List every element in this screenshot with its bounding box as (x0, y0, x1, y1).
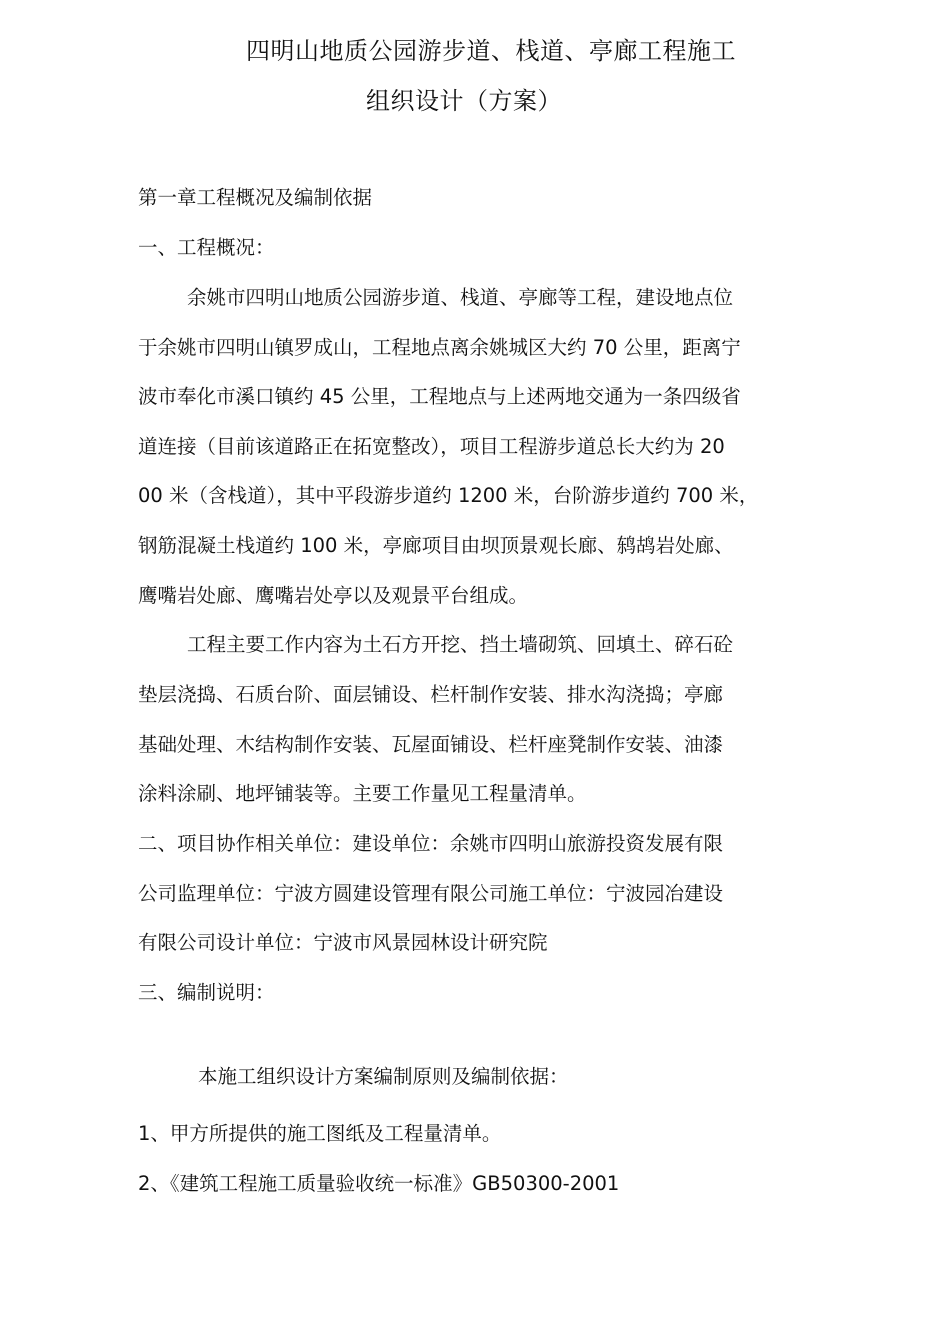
section-1-heading: 一、工程概况： (138, 236, 275, 259)
paragraph-line: 钢筋混凝土栈道约 100 米，亭廊项目由坝顶景观长廊、鸫鸪岩处廊、 (138, 534, 734, 557)
chapter-heading: 第一章工程概况及编制依据 (138, 186, 373, 209)
paragraph-line: 鹰嘴岩处廊、鹰嘴岩处亭以及观景平台组成。 (138, 584, 529, 607)
section-2-line: 有限公司设计单位：宁波市风景园林设计研究院 (138, 931, 548, 954)
paragraph-line: 于余姚市四明山镇罗成山，工程地点离余姚城区大约 70 公里，距离宁 (138, 336, 741, 359)
document-title-line-1: 四明山地质公园游步道、栈道、亭廊工程施工 (246, 37, 736, 65)
section-2-line: 二、项目协作相关单位：建设单位：余姚市四明山旅游投资发展有限 (138, 832, 724, 855)
document-title-line-2: 组织设计（方案） (366, 87, 562, 115)
section-2-line: 公司监理单位：宁波方圆建设管理有限公司施工单位：宁波园冶建设 (138, 882, 724, 905)
paragraph-line: 垫层浇捣、石质台阶、面层铺设、栏杆制作安装、排水沟浇捣；亭廊 (138, 683, 724, 706)
paragraph-line: 00 米（含栈道），其中平段游步道约 1200 米，台阶游步道约 700 米， (138, 484, 759, 507)
list-item: 2、《建筑工程施工质量验收统一标准》GB50300-2001 (138, 1172, 620, 1195)
paragraph-line: 余姚市四明山地质公园游步道、栈道、亭廊等工程，建设地点位 (187, 286, 734, 309)
list-item: 1、甲方所提供的施工图纸及工程量清单。 (138, 1122, 502, 1145)
paragraph-line: 涂料涂刷、地坪铺装等。主要工作量见工程量清单。 (138, 782, 587, 805)
paragraph-line: 基础处理、木结构制作安装、瓦屋面铺设、栏杆座凳制作安装、油漆 (138, 733, 724, 756)
section-3-intro: 本施工组织设计方案编制原则及编制依据： (198, 1065, 569, 1088)
paragraph-line: 工程主要工作内容为土石方开挖、挡土墙砌筑、回填土、碎石砼 (187, 633, 734, 656)
section-3-heading: 三、编制说明： (138, 981, 275, 1004)
paragraph-line: 道连接（目前该道路正在拓宽整改），项目工程游步道总长大约为 20 (138, 435, 725, 458)
paragraph-line: 波市奉化市溪口镇约 45 公里，工程地点与上述两地交通为一条四级省 (138, 385, 741, 408)
